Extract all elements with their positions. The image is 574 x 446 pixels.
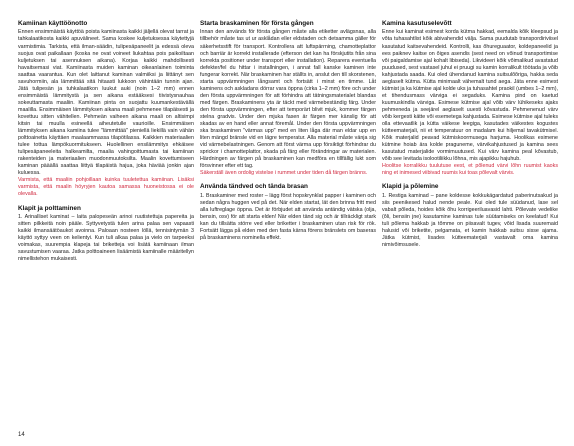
column-estonian (382, 20, 558, 249)
column-swedish (200, 20, 376, 242)
page-header-band (0, 0, 574, 20)
paragraph-swedish-startup: Innan den används för första gången måste alla etiketter avlägsnas, alla tillbehör måste tas ut ur asklådan eller eldstaden och detsamma gäller för säkerhetsstift för transport. Kontrollera att luftspärrning, chamotteplattor och barriär är korrekt installerade (efterson det kan ha förskjutits från sina korrekta positioner under transport eller installation). Reparera eventuella defekter/fel du hittar i installningen, i annat fall kanske kaminen inte fungerar korrekt. När braskaminen har ställts in, anslut den till skorstenen, starta uppvärmningen långsamt och fortsätt i minst en timme. Låt kaminens och askladans dörrar vara öppna (cirka 1–2 mm) före och under den första uppvärmningen för att förhindra att tätningsmaterialet blandas med färgen. Braskaminens yta är täckt med värmebeständig färg. Under den första uppvärmningen, efter att temporärt blivit mjuk, kommer färgen stelna gradvis. Under den mjuka fasen är färgen mer känslig för att skadas av en hand eller annat föremål. Under den första uppvärmningen ska braskaminen "värmas upp" med en liten låga där man eldar upp en liten mängd bränsle vid en lägre temperatur. Alla material måste vänja sig vid värmebelastningen. Genom att först värma upp försiktigt förhindrar du sprickor i chamotteplattor, skada på färg eller förändringar av materialen. Härdningen av färgen på braskaminen kan medföra en tillfällig lukt som försvinner efter ett tag. (200, 29, 376, 170)
warning-estonian-ventilation: Hoolitse korralikku tuulutuse eest, et põlenud värvi lõhn ruumist kaoks ning et inimesed viibivad ruumis kui toas põlevalt värvis. (382, 163, 558, 177)
paragraph-estonian-lighting: 1. Restiga kaminad – pane koldesse kokkukägardatud paberinutsakud ja siis peenikesed halud nende peale. Kui oled tule süüdanud, lase sel vabalt põleda, hoides kõik õhu korrigeeriluavasid lahti. Põlevate vedelike (õli, bensiin jne) kasutamine kaminas tule süütamiseks on keelatud! Kui tuli põlema hakkab ja tõmme on piisavalt tugev, võid lisada suuremaid halusid või briketite, pelgamata, et kamin hakkab suitsu sisse ajama. Jätka kütmist, lisades kütteematerjali vastavalt oma kamina nimivõimsusele. (382, 192, 558, 249)
heading-swedish-startup: Starta braskaminen för första gången (200, 20, 314, 27)
paragraph-estonian-startup: Enne kui kaminat esimest korda kütma hakkad, eemalda kõik kleepsud ja võta tuhasahtlist kõik abivahendid välja. Sama puudutab transpordiriviisel kasutatud kaitsevahendeid. Kontrolli, kas õhureguaator, koldepaneelid ja ees paiknev kaitse on õiges asendis (sest need on võinud transportimise või paigaldamise ajal kohalt libiseda). Likvideeri kõik võimalikud avastatud puudused, sest vastasel juhul ei pruugi su kamin korralikult töötada ja võib kahjustada saada. Kui oled ühendanud kamina suitsulõõriga, hakka seda aeglaselt kütma. Kütta minimaalt vähemalt tund aega. Jäta enne esimest kütmist ja ka kütmise ajal kolde uks ja tuhasahtel praokil (umbes 1–2 mm), et tihendusmass värviga ei segaduks. Kamina pind on kaetud kuumuskindla värviga. Esimese kütmise ajal võib värv lühikeseks ajaks pehmeneda ja seejärel aeglaselt uuesti kõvastuda. Pehmenenud värv võib kergesti kätte või esemetega kahjustada. Esimese kütmise ajal tuleks olla ettevaatlik ja kütta väikese leegiga, kasutades väikestes kogustes kütteematerjali, nii et temperatuur on madalam kui hiljemal tavakütmisel. Kõik materjalid peavad kütmiskoormusega harjuma. Hoolikas esimene kütmine hoiab ära kolde praguneme, värvikahjustused ja kamina sees kasutatud materjalide vormimuutused. Kui värv kamina peal kõvastub, võib see levitada isolootiliikku lõhna, mis ajapikku hajuhub. (382, 29, 558, 163)
heading-finnish-lighting: Klapit ja polttaminen (18, 204, 81, 212)
paragraph-finnish-lighting: 1. Arinalliset kaminat – laita palopeseän arinoi ruutistettuja papereita ja sitten pilkkeitä noin pääle. Syttyvetystä tulen arina palaa sen vapaasti kaikki ilmansäätöaukot avoinna. Paloaan nosteen löllä, tennisintymän 3 käyttö syttyy veen on kelientyi. Kun tuli alkaa palaa ja vielo on tarpeeksi voimakas, suurempia klapeja tai briketteja voi lisätä kamiinaan ilman savustumisen vaaraa. Jatka polttoaineen lisäämistä kamiinalle määritellyn nimellistehon mukaisesti. (18, 213, 194, 263)
warning-finnish-ventilation: Varmista, että maaliin pohjoillaan kuinka tuuletettua kamiinan. Lisäksi varmista, että maalin höyryjen kautoa samassa huoneistossa ei ole olevalla. (18, 177, 194, 198)
heading-finnish-startup: Kamiinan käyttöönotto (18, 20, 88, 27)
page-number: 14 (18, 432, 25, 438)
warning-swedish-ventilation: Säkerställ även ordolig vistelse i rummet under tiden då färgen bränns. (200, 170, 368, 177)
paragraph-finnish-startup: Ennen ensimmäistä käyttöä poista kamiinasta kaikki jäljellä olevat tarrat ja tahkalaatikosta kaikki apuvälineet. Sama koskee kuljetuksessa käytettyjä varmistimia. Tarkista, että ilman-säädin, tulipesäpaneelit ja edessä oleva suojus ovat paikallaan (koska ne ovat voineet liukahtaa pois paikoiltaan kuljetuksen tai asennuksen aikana). Korjaa kaikki mahdollisesti havaitsemasi viat. Kamiinasta muiden kaminan oikeanlainen toiminta saattaa vaarantua. Kun olet laittanut kaminan valmiiksi ja liittänyt sen savuhormiin, ala lämmittää sitä hitaasti lukkoon vähintään tunnin ajan. Jätä tulipesän ja tuhkalaatikon luukut auki (noin 1–2 mm) ennen ensimmäistä lämmitystä ja sen aikana estääksesi tiivistysnauhaa sokeuttamasta maaliin. Kamiinan pinta on suojattu kuumankestävällä maalilla. Ensimmäisen lämmityksen aikana maali pehmenee tilapäisesti ja kovettuu sitten vähitellen. Pehmeän vaiheen aikana maali on altisimpi kitsin tai muulla esineellä aiheutetulle vaurioille. Ensimmäisen lämmityksen aikana kamiina tulee "lämmittää" pieniellä liekillä vain vähän polttoainetta käyttäen maalaammassa tilapötilassa. Kaikkien materiaalien tulee tottua lämpökuormitukseen. Huolellinen ensilämmitys ehkäisee tulipesäpaneeleita halkeamilta, maalia vahingoittumasta tai kamiinan rakenteiden ja materiaalien muodonmuutoksilta. Maalin kovettumiseen kaminan pääällä saattaa liittyä tilapäistä hajua, joka häviää jonkin ajan kuluessa. (18, 29, 194, 177)
heading-estonian-startup: Kamina kasutuselevõtt (382, 20, 452, 27)
column-finnish (18, 20, 194, 263)
paragraph-swedish-lighting: 1. Braskaminer med roster – lägg först hopskrynklat papper i kaminen och sedan några huggen ved på det. När elden startat, lät den brinna fritt med alla luftreglage öppna. Det är förbjudet att använda antändig vätska (olja, bensin, osv) för att starta elden! När elden tänd sig och är tillräckligt stark kan du tillsätta större ved eller briketter i braskaminen utan risk för rök. Fortsätt lägga på elden med den fasta kärna förens bränslets om baseras på braskaminens nominella effekt. (200, 192, 376, 242)
heading-swedish-lighting: Använda tändved och tända brasan (200, 183, 308, 191)
heading-estonian-lighting: Klapid ja põlemine (382, 183, 439, 191)
